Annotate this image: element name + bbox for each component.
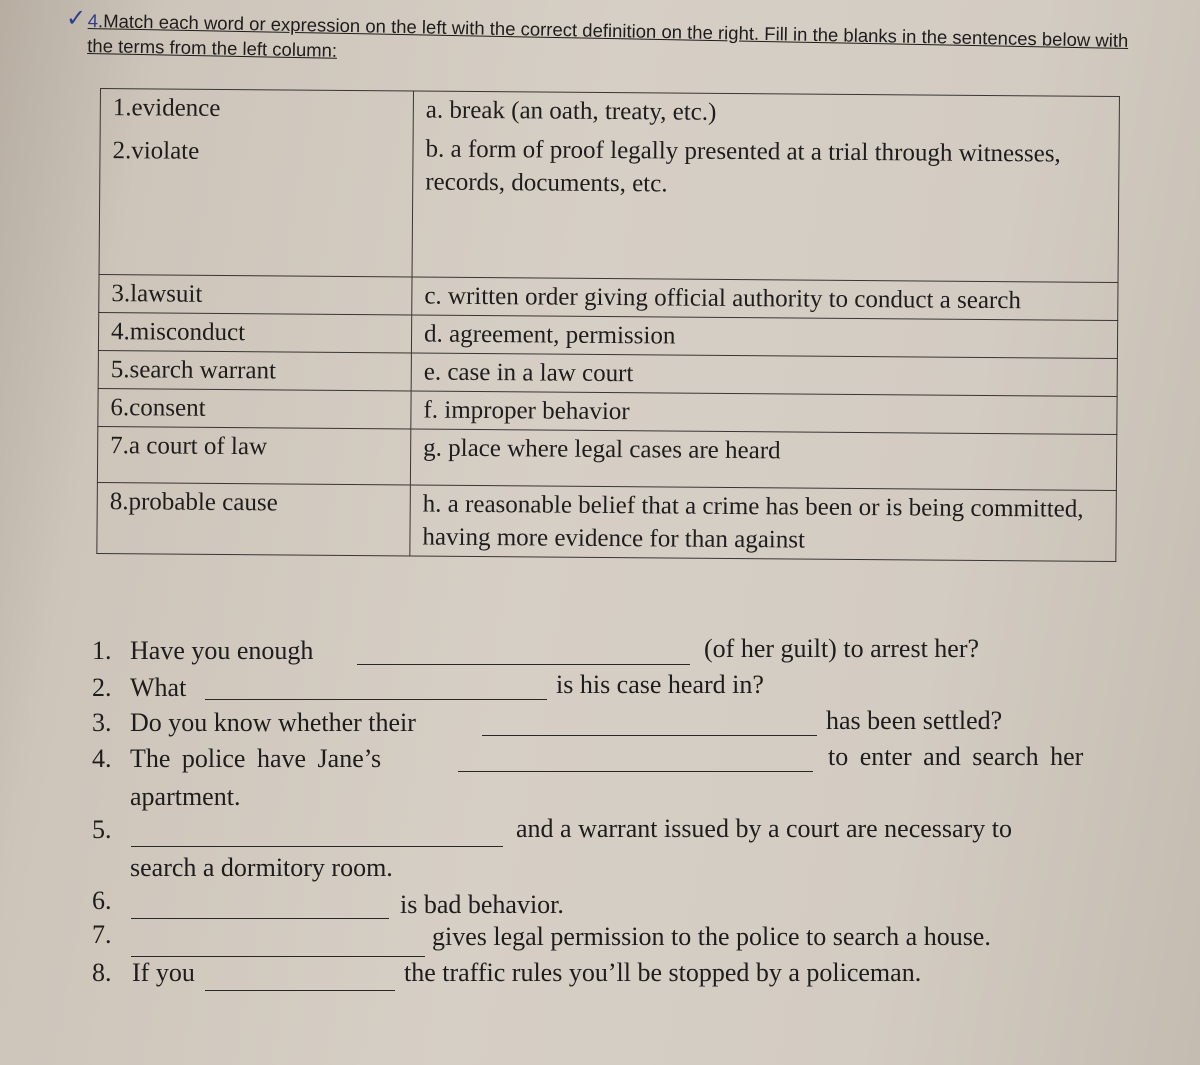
- definition: b. a form of proof legally presented at a trial through witnesses, records, documents, etc.: [425, 135, 1061, 198]
- sentence-text: Have you enough: [130, 636, 314, 665]
- answer-blank-7[interactable]: [131, 956, 425, 957]
- sentence-text: search a dormitory room.: [130, 853, 393, 882]
- sentence-text: gives legal permission to the police to search a house.: [432, 922, 991, 951]
- sentence-text: is his case heard in?: [556, 670, 764, 699]
- sentence-text: What: [130, 673, 187, 702]
- term: 1.evidence: [112, 94, 221, 122]
- sentence-text: is bad behavior.: [400, 890, 564, 919]
- sentence-number: 1.: [92, 636, 112, 665]
- term: 4.misconduct: [110, 318, 246, 347]
- term: 5.search warrant: [110, 356, 277, 385]
- sentence-text: the traffic rules you’ll be stopped by a policeman.: [404, 958, 922, 987]
- sentence-text: and a warrant issued by a court are necessary to: [516, 814, 1012, 843]
- definition: c. written order giving official authority to conduct a search: [424, 282, 1022, 315]
- sentence-number: 8.: [92, 958, 112, 987]
- definition: d. agreement, permission: [423, 320, 676, 350]
- term: 2.violate: [112, 137, 200, 165]
- answer-blank-5[interactable]: [131, 846, 503, 847]
- sentence-text: Do you know whether their: [130, 708, 416, 737]
- sentence-number: 6.: [92, 886, 112, 915]
- instruction-text: .Match each word or expression on the left with the correct definition on the right. Fill in the blanks in the sentences below with the terms from the left column:: [87, 10, 1129, 61]
- sentence-number: 2.: [92, 673, 112, 702]
- sentence-number: 3.: [92, 708, 112, 737]
- term: 8.probable cause: [109, 488, 278, 517]
- definition: e. case in a law court: [423, 358, 634, 388]
- term: 3.lawsuit: [111, 280, 203, 308]
- sentence-text: to enter and search her: [828, 742, 1084, 771]
- check-mark-icon: ✓: [66, 4, 87, 32]
- sentence-text: has been settled?: [826, 706, 1003, 735]
- definition: g. place where legal cases are heard: [423, 434, 781, 465]
- term: 7.a court of law: [110, 432, 268, 461]
- definition: f. improper behavior: [423, 396, 630, 426]
- sentence-text: The police have Jane’s: [130, 744, 382, 773]
- answer-blank-2[interactable]: [205, 699, 547, 700]
- answer-blank-3[interactable]: [482, 735, 817, 736]
- answer-blank-8[interactable]: [205, 990, 395, 991]
- sentence-number: 4.: [92, 744, 112, 773]
- sentence-number: 5.: [92, 815, 112, 844]
- sentence-text: If you: [132, 958, 195, 987]
- exercise-number: 4: [87, 9, 99, 32]
- term: 6.consent: [110, 394, 206, 422]
- answer-blank-1[interactable]: [357, 664, 690, 665]
- answer-blank-6[interactable]: [131, 918, 389, 919]
- sentence-text: (of her guilt) to arrest her?: [704, 634, 980, 663]
- sentence-number: 7.: [92, 920, 112, 949]
- answer-blank-4[interactable]: [458, 771, 813, 772]
- sentence-text: apartment.: [130, 782, 241, 811]
- definition: h. a reasonable belief that a crime has been or is being committed, having more evidence for than against: [422, 490, 1084, 554]
- definition: a. break (an oath, treaty, etc.): [425, 96, 717, 126]
